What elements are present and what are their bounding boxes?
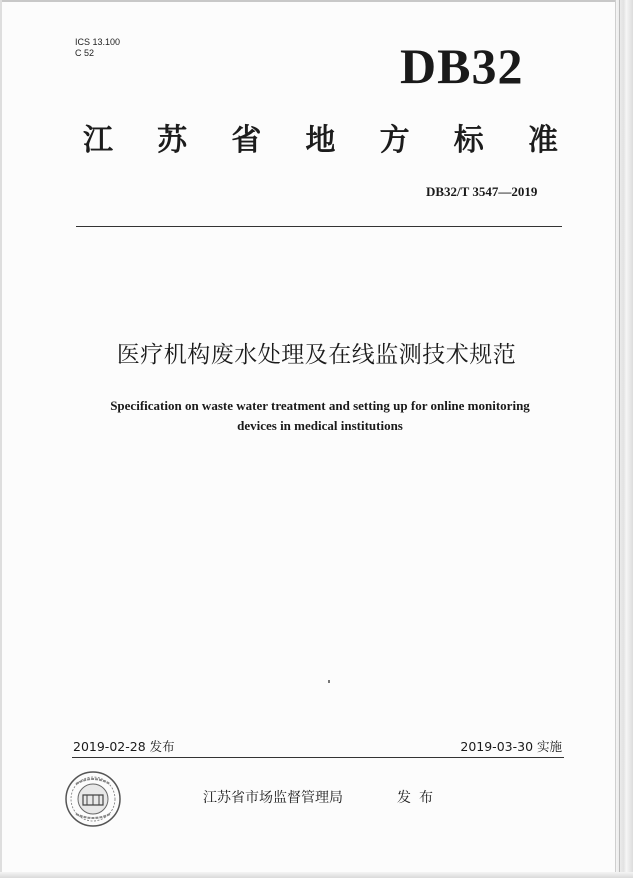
scan-speck [328, 680, 330, 683]
scan-edge-top [0, 0, 633, 2]
scan-edge-right-line [619, 0, 620, 878]
scan-edge-right [615, 0, 633, 878]
standard-class-heading [83, 123, 558, 159]
scan-edge-bottom [0, 872, 633, 878]
ics-code: ICS 13.100 [75, 37, 121, 47]
classification-codes [75, 37, 120, 59]
english-title-line: devices in medical institutions [237, 418, 403, 433]
official-seal-icon [64, 770, 122, 828]
issue-date: 2019-02-28 发布 [73, 739, 175, 754]
scan-edge-left [0, 0, 2, 878]
english-title [70, 396, 570, 436]
standard-number: DB32/T 3547—2019 [426, 184, 538, 199]
implementation-date: 2019-03-30 实施 [460, 739, 562, 754]
db-logo: DB32 [400, 38, 524, 94]
english-title-line: Specification on waste water treatment and setting up for online monitoring [110, 398, 530, 413]
class-char: 方 [379, 123, 410, 158]
ccs-code: C 52 [75, 48, 95, 58]
publisher-name: 江苏省市场监督管理局 [203, 790, 343, 806]
class-char: 苏 [157, 123, 188, 158]
class-char: 标 [453, 123, 484, 158]
publish-verb: 发布 [397, 790, 441, 806]
chinese-title: 医疗机构废水处理及在线监测技术规范 [116, 342, 517, 368]
class-char: 地 [305, 123, 336, 158]
top-divider [76, 226, 562, 227]
class-char: 省 [231, 123, 262, 158]
class-char: 准 [527, 123, 558, 158]
bottom-divider [72, 757, 564, 758]
class-char: 江 [83, 123, 113, 158]
